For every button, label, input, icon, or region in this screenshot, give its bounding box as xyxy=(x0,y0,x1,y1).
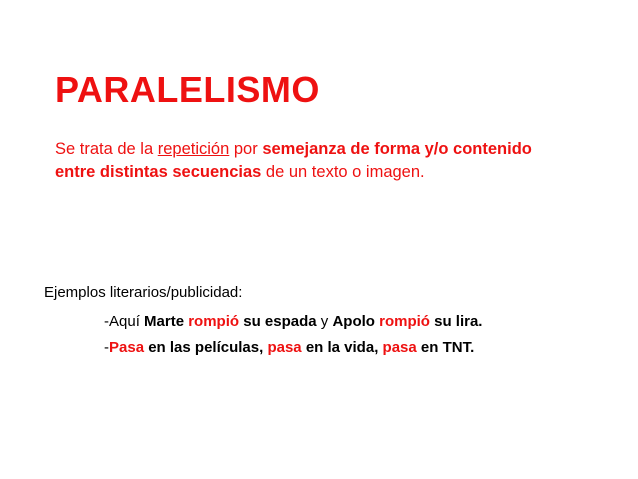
example-2-bold2: en la vida, xyxy=(301,339,383,356)
example-1-bold1: Marte xyxy=(144,313,189,330)
example-2-bold3: en TNT. xyxy=(416,339,475,356)
intro-paragraph xyxy=(55,138,575,185)
example-1-dash: - xyxy=(104,313,109,330)
example-1-red1: rompió xyxy=(188,313,240,330)
example-1-bold4: su lira. xyxy=(429,313,483,330)
intro-text-part2: por xyxy=(229,140,263,158)
example-1-seg1: Aquí xyxy=(109,313,145,330)
example-2-red1: Pasa xyxy=(109,339,145,356)
example-1-red2: rompió xyxy=(379,313,430,330)
example-1-plain1: y xyxy=(316,313,333,330)
example-1-bold3: Apolo xyxy=(332,313,380,330)
intro-underlined-word: repetición xyxy=(157,140,230,158)
example-2-bold1: en las películas, xyxy=(144,339,268,356)
example-1-bold2: su espada xyxy=(239,313,317,330)
example-2-red3: pasa xyxy=(382,339,417,356)
intro-text-part3: de un texto o imagen. xyxy=(261,163,425,182)
intro-text-part1: Se trata de la xyxy=(55,140,158,158)
example-2-dash: - xyxy=(104,339,109,356)
examples-label: Ejemplos literarios/publicidad: xyxy=(44,284,243,301)
intro-bold-phrase: semejanza de forma y/o contenido entre distintas secuencias xyxy=(55,140,532,182)
page-title: PARALELISMO xyxy=(55,69,320,110)
example-2-red2: pasa xyxy=(267,339,302,356)
example-line-2 xyxy=(104,339,474,356)
example-line-1 xyxy=(104,313,482,330)
